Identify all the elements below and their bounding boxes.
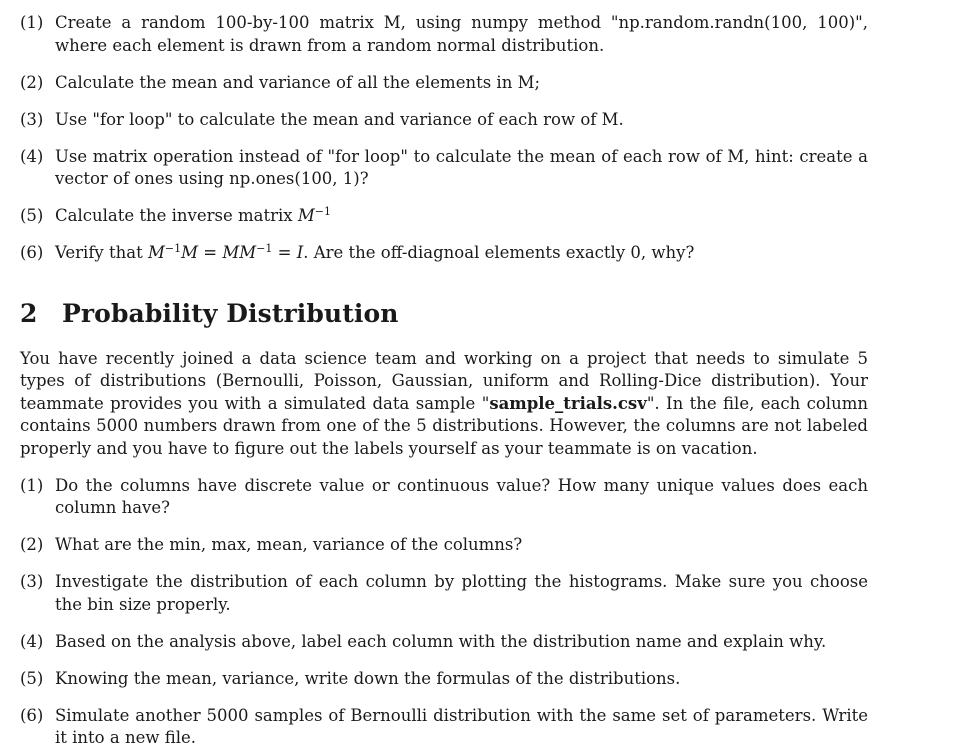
- item-text: Based on the analysis above, label each column with the distribution name and explain why.: [55, 631, 827, 651]
- item-text: Calculate the inverse matrix: [55, 206, 293, 225]
- item-number: (1): [20, 475, 44, 495]
- item-text: Investigate the distribution of each column by plotting the histograms. Make sure you choose the bin size properly.: [55, 572, 868, 614]
- identity-equation-math: $M^{-1}M = MM^{-1} = I$: [147, 242, 304, 262]
- item-text: Simulate another 5000 samples of Bernoulli distribution with the same set of parameters. Write it into a new file.: [55, 705, 868, 747]
- item-text: What are the min, max, mean, variance of the columns?: [55, 535, 523, 554]
- document-page: [20, 0, 868, 750]
- item-number: (3): [20, 109, 44, 129]
- item-text: Use "for loop" to calculate the mean and variance of each row of M.: [55, 109, 624, 129]
- matrix-exercise-list: [20, 12, 868, 265]
- distribution-exercise-list: [20, 475, 868, 750]
- item-text: Calculate the mean and variance of all the elements in M;: [55, 72, 541, 92]
- list-item: [20, 668, 868, 691]
- item-text: Do the columns have discrete value or continuous value? How many unique values does each column have?: [55, 475, 868, 517]
- inverse-matrix-math: $M^{-1}$: [297, 205, 331, 225]
- item-number: (2): [20, 535, 44, 554]
- list-item: [20, 475, 868, 520]
- section-title-text: Probability Distribution: [62, 298, 399, 328]
- item-number: (1): [20, 13, 44, 32]
- item-text: Verify that: [55, 243, 143, 262]
- list-item: [20, 72, 868, 95]
- list-item: [20, 12, 868, 57]
- item-number: (6): [20, 705, 44, 725]
- list-item: [20, 571, 868, 616]
- item-number: (6): [20, 243, 44, 262]
- item-number: (5): [20, 668, 44, 688]
- section-heading: [20, 299, 868, 329]
- list-item: [20, 109, 868, 132]
- item-number: (4): [20, 146, 44, 166]
- list-item: [20, 242, 868, 265]
- item-number: (5): [20, 206, 44, 225]
- item-text-after: . Are the off-diagnoal elements exactly 0, why?: [303, 243, 695, 262]
- list-item: [20, 146, 868, 191]
- item-text: Create a random 100-by-100 matrix M, using numpy method "np.random.randn(100, 100)", where each element is drawn from a random normal distribution.: [55, 13, 868, 55]
- list-item: [20, 705, 868, 750]
- filename-bold: sample_trials.csv: [489, 393, 647, 413]
- item-text: Knowing the mean, variance, write down the formulas of the distributions.: [55, 668, 681, 688]
- list-item: [20, 534, 868, 557]
- item-number: (2): [20, 72, 44, 92]
- list-item: [20, 631, 868, 654]
- item-number: (4): [20, 631, 44, 651]
- intro-paragraph: You have recently joined a data science team and working on a project that needs to simulate 5 types of distributions (Bernoulli, Poisson, Gaussian, uniform and Rolling-Dice distribution). Your teammate provides you with a simulated data sample "sample_trials.csv". In the file, each column contains 5000 numbers drawn from one of the 5 distributions. However, the columns are not labeled properly and you have to figure out the labels yourself as your teammate is on vacation.: [20, 348, 868, 458]
- item-text: Use matrix operation instead of "for loop" to calculate the mean of each row of M, hint: create a vector of ones using np.ones(100, 1)?: [55, 146, 868, 188]
- list-item: [20, 205, 868, 228]
- item-number: (3): [20, 572, 44, 591]
- section-number: 2: [20, 298, 38, 328]
